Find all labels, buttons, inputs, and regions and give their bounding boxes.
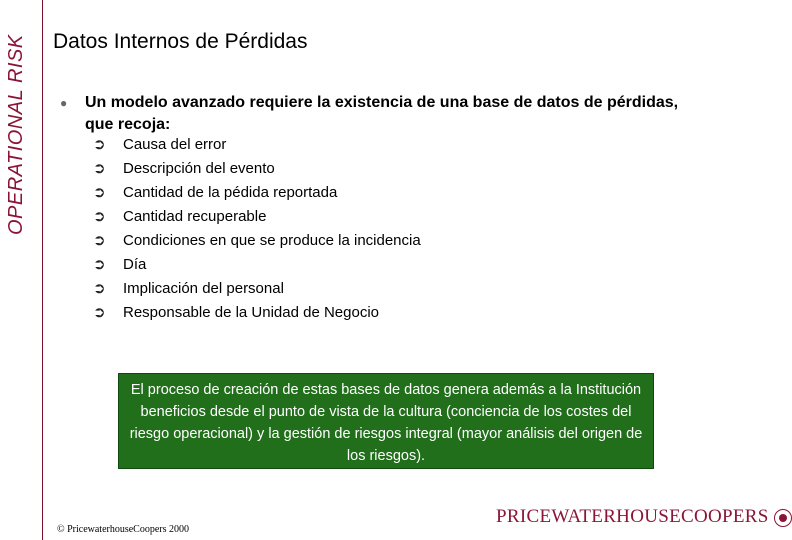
arrow-bullet-icon: ➲ <box>93 208 106 225</box>
arrow-bullet-icon: ➲ <box>93 256 106 273</box>
copyright-notice: © PricewaterhouseCoopers 2000 <box>57 524 190 535</box>
list-item-label: Día <box>123 256 147 273</box>
callout-box: El proceso de creación de estas bases de datos genera además a la Institución beneficios desde el punto de vista de la cultura (conciencia de los costes del riesgo operacional) y la gestión de riesgos integral (mayor análisis del origen de los riesgos). <box>118 373 654 469</box>
sidebar-band <box>0 0 43 540</box>
list-item-label: Responsable de la Unidad de Negocio <box>123 304 380 321</box>
arrow-bullet-icon: ➲ <box>93 160 106 177</box>
arrow-bullet-icon: ➲ <box>93 304 106 321</box>
list-item-label: Cantidad de la pédida reportada <box>123 184 338 201</box>
sidebar-title: OPERATIONAL RISK <box>5 34 27 235</box>
list-item-label: Causa del error <box>123 136 227 153</box>
list-item-label: Implicación del personal <box>123 280 284 297</box>
main-bullet-text: Un modelo avanzado requiere la existencia de una base de datos de pérdidas, que recoja: <box>85 94 679 133</box>
bullet-dot-icon: ● <box>60 96 68 110</box>
logo-wordmark: PRICEWATERHOUSECOOPERS <box>496 506 769 527</box>
arrow-bullet-icon: ➲ <box>93 232 106 249</box>
list-item-label: Condiciones en que se produce la incidencia <box>123 232 421 249</box>
list-item-label: Descripción del evento <box>123 160 275 177</box>
arrow-bullet-icon: ➲ <box>93 136 106 153</box>
company-logo <box>496 506 792 534</box>
page-title: Datos Internos de Pérdidas <box>53 30 308 53</box>
arrow-bullet-icon: ➲ <box>93 184 106 201</box>
list-item-label: Cantidad recuperable <box>123 208 267 225</box>
arrow-bullet-icon: ➲ <box>93 280 106 297</box>
logo-seal-icon <box>774 509 792 527</box>
